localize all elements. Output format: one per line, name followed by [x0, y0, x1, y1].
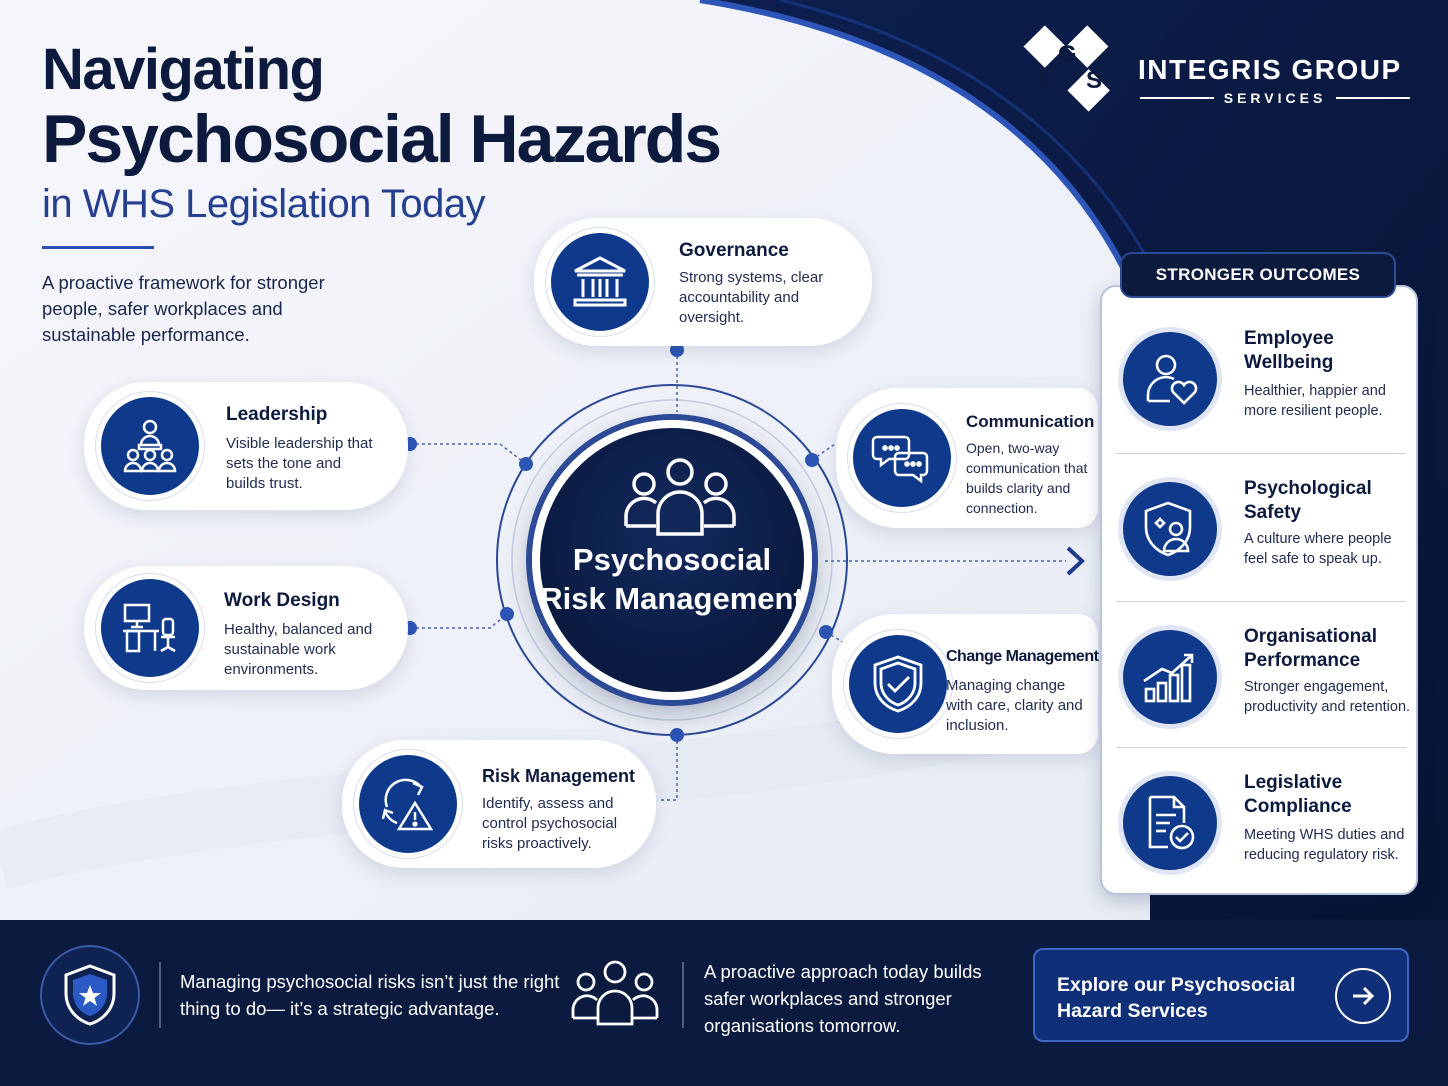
- outcome-employee-wellbeing-icon-circle: [1118, 327, 1222, 431]
- outcome-organisational-performance-title: Organisational Performance: [1244, 626, 1378, 671]
- outcome-legislative-compliance-title: Legislative Compliance: [1244, 772, 1352, 817]
- pillar-governance-icon-circle: [546, 228, 654, 336]
- outcome-psychological-safety: [1118, 467, 1406, 597]
- logo-letter-i: i: [1038, 65, 1045, 92]
- pillar-work-design-icon-circle: [96, 574, 204, 682]
- hub-circle: [532, 420, 812, 700]
- explore-services-label: Explore our Psychosocial Hazard Services: [1057, 974, 1296, 1022]
- intro-text: A proactive framework for stronger people, safer workplaces and sustainable performance.: [42, 272, 325, 345]
- outcome-organisational-performance-icon-circle: [1118, 625, 1222, 729]
- pillar-leadership: [84, 382, 408, 510]
- pillar-leadership-icon-circle: [96, 392, 204, 500]
- title-line-3: in WHS Legislation Today: [42, 182, 486, 226]
- pillar-communication: [836, 388, 1098, 528]
- pillar-risk-management-title: Risk Management: [482, 766, 636, 786]
- pillar-work-design: [84, 566, 408, 690]
- outcome-employee-wellbeing-title: Employee Wellbeing: [1244, 328, 1334, 373]
- pillar-leadership-text: Visible leadership that sets the tone and builds trust.: [226, 435, 373, 492]
- outcome-legislative-compliance-icon-circle: [1118, 771, 1222, 875]
- outcome-divider: [1116, 601, 1406, 602]
- outcome-organisational-performance-text: Stronger engagement, productivity and retention.: [1244, 679, 1411, 715]
- logo-letter-g: G: [1058, 41, 1077, 68]
- outcome-psychological-safety-text: A culture where people feel safe to speak up.: [1244, 531, 1392, 567]
- banner-divider: [682, 962, 684, 1028]
- workstation-icon: [119, 597, 181, 659]
- building-columns-icon: [569, 251, 631, 313]
- title-underline: [42, 246, 154, 249]
- pillar-risk-management: [342, 740, 656, 868]
- pillar-change-management-icon-circle: [844, 630, 952, 738]
- shield-star-icon: [61, 963, 119, 1027]
- outcome-psychological-safety-title: Psychological Safety: [1244, 478, 1372, 523]
- shield-person-icon: [1140, 499, 1200, 559]
- outcome-organisational-performance: [1118, 615, 1411, 745]
- pillar-risk-management-icon-circle: [354, 750, 462, 858]
- chat-bubbles-icon: [871, 427, 933, 489]
- pillar-work-design-text: Healthy, balanced and sustainable work environments.: [224, 621, 373, 678]
- logo-mark-icon: [1010, 22, 1122, 122]
- outcome-legislative-compliance: [1118, 761, 1406, 891]
- pillar-governance-title: Governance: [679, 240, 789, 261]
- outcome-employee-wellbeing: [1118, 317, 1406, 447]
- explore-services-button[interactable]: [1033, 948, 1409, 1042]
- pillar-communication-title: Communication: [966, 412, 1095, 431]
- person-heart-icon: [1140, 349, 1200, 409]
- people-group-icon: [570, 958, 660, 1028]
- leader-presenting-icon: [119, 415, 181, 477]
- banner-divider: [159, 962, 161, 1028]
- pillar-change-management-title: Change Management: [946, 648, 1099, 665]
- page-title: [42, 38, 720, 232]
- arrow-right-icon[interactable]: [1335, 968, 1391, 1024]
- growth-chart-icon: [1140, 647, 1200, 707]
- banner-shield-badge: [40, 945, 140, 1045]
- outcome-divider: [1116, 453, 1406, 454]
- pillar-risk-management-text: Identify, assess and control psychosocial risks proactively.: [482, 795, 618, 852]
- logo-name: INTEGRIS GROUP: [1138, 54, 1402, 85]
- logo-sub-text: SERVICES: [1223, 90, 1327, 106]
- pillar-communication-text: Open, two-way communication that builds clarity and connection.: [966, 440, 1088, 516]
- pillar-change-management: [832, 614, 1098, 754]
- outcome-divider: [1116, 747, 1406, 748]
- outcomes-heading: STRONGER OUTCOMES: [1120, 252, 1396, 298]
- pillar-leadership-title: Leadership: [226, 404, 328, 425]
- outcomes-panel: [1100, 285, 1418, 895]
- logo-letter-s: S: [1086, 67, 1103, 94]
- pillar-governance-text: Strong systems, clear accountability and oversight.: [679, 269, 824, 326]
- pillar-communication-icon-circle: [848, 404, 956, 512]
- refresh-warning-icon: [377, 773, 439, 835]
- banner-message-2: A proactive approach today builds safer workplaces and stronger organisations tomorrow.: [704, 961, 982, 1036]
- title-line-1: Navigating: [42, 37, 324, 102]
- outcome-legislative-compliance-text: Meeting WHS duties and reducing regulatory risk.: [1244, 827, 1405, 863]
- pillar-change-management-text: Managing change with care, clarity and inclusion.: [946, 677, 1083, 734]
- pillar-governance: [534, 218, 872, 346]
- pillar-work-design-title: Work Design: [224, 590, 340, 611]
- shield-check-icon: [867, 653, 929, 715]
- title-line-2: Psychosocial Hazards: [42, 101, 721, 177]
- outcome-employee-wellbeing-text: Healthier, happier and more resilient people.: [1244, 383, 1386, 419]
- document-check-icon: [1140, 793, 1200, 853]
- people-group-icon: [622, 456, 738, 536]
- logo-subtitle: [1140, 90, 1410, 106]
- banner-message-1: Managing psychosocial risks isn’t just the right thing to do— it’s a strategic advantage.: [180, 971, 560, 1019]
- outcome-psychological-safety-icon-circle: [1118, 477, 1222, 581]
- bottom-banner: [0, 920, 1448, 1086]
- company-logo: [1010, 22, 1420, 122]
- hub-title: Psychosocial Risk Management: [540, 542, 804, 616]
